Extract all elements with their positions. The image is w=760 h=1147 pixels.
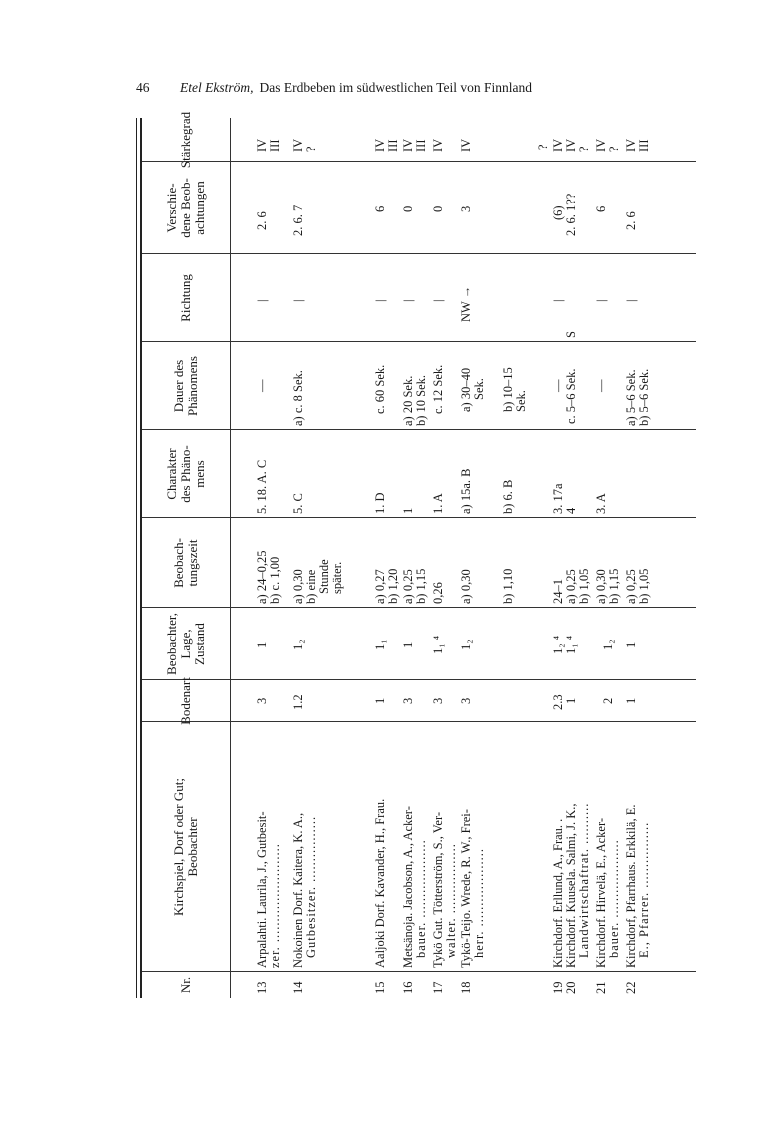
cell-time: 24–1 xyxy=(551,579,565,604)
cell-intensity: III xyxy=(386,139,400,152)
cell-soil: 3 xyxy=(431,697,445,704)
cell-intensity: III xyxy=(414,139,428,152)
cell-duration: c. 60 Sek. xyxy=(373,364,387,414)
cell-duration: — xyxy=(551,379,565,392)
cell-time: b) 1,05 xyxy=(637,568,651,604)
cell-time: a) 0,25 xyxy=(564,569,578,604)
cell-soil: 1 xyxy=(564,697,578,704)
cell-duration: Sek. xyxy=(514,390,528,412)
cell-soil: 1 xyxy=(624,697,638,704)
cell-soil: 3 xyxy=(459,697,473,704)
cell-place: Kirchdorf, Pfarrhaus. Erkkilä, E. xyxy=(624,804,638,968)
cell-duration: Sek. xyxy=(472,378,486,400)
cell-time: a) 24–0,25 xyxy=(255,550,269,604)
cell-character: 5. 18. A. C xyxy=(255,459,269,514)
cell-place: walter. ................. xyxy=(444,843,458,958)
cell-observer: 1₂ xyxy=(601,639,615,650)
cell-direction: | xyxy=(431,299,445,302)
cell-place: bauer. ................... xyxy=(414,839,428,958)
cell-time: a) 0,30 xyxy=(459,569,473,604)
article-title: Das Erdbeben im südwestlichen Teil von Finnland xyxy=(259,80,533,95)
cell-intensity: IV xyxy=(551,138,565,152)
cell-duration: b) 10–15 xyxy=(501,367,515,412)
cell-intensity: IV xyxy=(255,138,269,152)
header-rule xyxy=(230,118,231,998)
cell-intensity: III xyxy=(268,139,282,152)
cell-character: 3. 17a xyxy=(551,483,565,514)
cell-duration: a) c. 8 Sek. xyxy=(291,370,305,426)
header-observer: Beobachter, Lage, Zustand xyxy=(164,613,207,675)
cell-intensity: IV xyxy=(431,138,445,152)
cell-intensity: III xyxy=(637,139,651,152)
cell-time: b) eine xyxy=(304,569,318,604)
cell-various: 6 xyxy=(373,205,387,212)
cell-time: b) 1,15 xyxy=(607,568,621,604)
cell-observer: 1₁ ⁴ xyxy=(564,635,578,654)
cell-place: bauer. ................... xyxy=(607,839,621,958)
cell-nr: 16 xyxy=(401,981,415,994)
cell-duration: — xyxy=(594,379,608,392)
observation-table xyxy=(142,111,696,998)
cell-duration: b) 10 Sek. xyxy=(414,374,428,426)
cell-nr: 19 xyxy=(551,981,565,994)
cell-time: b) c. 1,00 xyxy=(268,556,282,604)
cell-observer: 1 xyxy=(255,641,269,648)
page-header xyxy=(136,80,652,100)
cell-time: 0,26 xyxy=(431,582,445,604)
cell-intensity: IV xyxy=(291,138,305,152)
rotated-table xyxy=(142,111,696,998)
cell-duration: — xyxy=(255,379,269,392)
cell-soil: 1.2 xyxy=(291,694,305,710)
cell-various: 0 xyxy=(401,205,415,212)
cell-intensity: ? xyxy=(607,146,621,152)
header-place: Kirchspiel, Dorf oder Gut; Beobachter xyxy=(171,778,200,916)
cell-place: Nokoinen Dorf. Kaitera, K. A., xyxy=(291,812,305,968)
cell-intensity: ? xyxy=(536,144,550,150)
header-direction: Richtung xyxy=(178,274,193,322)
cell-time: b) 1,05 xyxy=(577,568,591,604)
cell-time: a) 0,25 xyxy=(401,569,415,604)
cell-intensity: IV xyxy=(373,138,387,152)
cell-observer: 1₂ ⁴ xyxy=(551,635,565,654)
cell-character: b) 6. B xyxy=(501,479,515,514)
cell-place: E., Pfarrer. ................ xyxy=(637,821,651,958)
cell-time: b) 1,15 xyxy=(414,568,428,604)
header-various: Verschie- dene Beob- achtungen xyxy=(164,178,207,238)
cell-place: zer. ........................ xyxy=(268,843,282,968)
cell-character: 3. A xyxy=(594,493,608,514)
cell-direction: | xyxy=(373,299,387,302)
cell-place: Kirchdorf. Erllund, A., Frau. . xyxy=(551,818,565,968)
cell-various: 2. 6 xyxy=(255,211,269,230)
cell-nr: 21 xyxy=(594,981,608,994)
cell-nr: 18 xyxy=(459,981,473,994)
cell-direction: | xyxy=(291,299,305,302)
cell-place: Arpalahti. Laurila, J., Gutbesit- xyxy=(255,811,269,968)
cell-time: b) 1,20 xyxy=(386,568,400,604)
cell-various: 0 xyxy=(431,205,445,212)
cell-character: 1. A xyxy=(431,493,445,514)
cell-direction: | xyxy=(594,299,608,302)
cell-character: 5. C xyxy=(291,493,305,514)
cell-soil: 2.3 xyxy=(551,694,565,710)
cell-intensity: ? xyxy=(577,146,591,152)
cell-direction: | xyxy=(401,299,415,302)
cell-observer: 1 xyxy=(401,641,415,648)
cell-duration: b) 5–6 Sek. xyxy=(637,368,651,426)
cell-character: a) 15a. B xyxy=(459,468,473,514)
header-duration: Dauer des Phänomens xyxy=(171,356,200,416)
cell-place: Metsänoja. Jacobson, A., Acker- xyxy=(401,806,415,968)
cell-soil: 3 xyxy=(401,697,415,704)
cell-observer: 1₂ xyxy=(459,639,473,650)
cell-direction: NW → xyxy=(459,285,473,322)
cell-place: Kirchdorf. Kuusela. Salmi, J. K., xyxy=(564,803,578,968)
cell-time: Stunde xyxy=(317,559,331,594)
cell-various: 2. 6. 1?? xyxy=(564,193,578,236)
cell-nr: 14 xyxy=(291,981,305,994)
cell-direction: | xyxy=(551,299,565,302)
cell-time: a) 0,27 xyxy=(373,569,387,604)
cell-duration: a) 20 Sek. xyxy=(401,375,415,426)
cell-place: Landwirtschaftrat. .......... xyxy=(577,802,591,958)
cell-direction: S xyxy=(564,331,578,338)
cell-time: b) 1,10 xyxy=(501,568,515,604)
cell-various: (6) xyxy=(551,205,565,220)
cell-direction: | xyxy=(624,299,638,302)
cell-duration: a) 30–40 xyxy=(459,367,473,412)
cell-various: 2. 6. 7 xyxy=(291,204,305,236)
cell-intensity: IV xyxy=(594,138,608,152)
header-time: Beobach- tungszeit xyxy=(171,538,200,588)
cell-intensity: ? xyxy=(304,146,318,152)
table-frame-line xyxy=(136,118,137,998)
cell-soil: 1 xyxy=(373,697,387,704)
cell-place: Kirchdorf. Hirvelä, E., Acker- xyxy=(594,817,608,968)
cell-nr: 13 xyxy=(255,981,269,994)
cell-time: a) 0,25 xyxy=(624,569,638,604)
cell-various: 6 xyxy=(594,205,608,212)
cell-observer: 1₂ xyxy=(291,639,305,650)
header-character: Charakter des Phäno- mens xyxy=(164,445,207,503)
cell-duration: c. 12 Sek. xyxy=(431,364,445,414)
cell-nr: 20 xyxy=(564,981,578,994)
header-intensity: Stärkegrad xyxy=(178,111,193,169)
cell-intensity: IV xyxy=(564,138,578,152)
cell-soil: 2 xyxy=(601,697,615,704)
author-name: Etel Ekström, xyxy=(180,80,254,95)
cell-intensity: IV xyxy=(401,138,415,152)
cell-nr: 17 xyxy=(431,981,445,994)
cell-observer: 1₁ ⁴ xyxy=(431,635,445,654)
header-soil: Bodenart xyxy=(178,677,193,725)
cell-time: a) 0,30 xyxy=(291,569,305,604)
cell-place: herr. ................... xyxy=(472,847,486,958)
cell-intensity: IV xyxy=(624,138,638,152)
cell-character: 1 xyxy=(401,507,415,514)
cell-place: Tykö Gut. Tötterström, S., Ver- xyxy=(431,811,445,968)
page-number: 46 xyxy=(136,80,150,95)
cell-character: 1. D xyxy=(373,492,387,514)
cell-time: später. xyxy=(330,561,344,594)
header-nr: Nr. xyxy=(178,976,193,994)
cell-observer: 1₁ xyxy=(373,639,387,650)
cell-nr: 22 xyxy=(624,981,638,994)
cell-intensity: IV xyxy=(459,138,473,152)
cell-place: Tykö-Teijo. Wrede, R. W., Frei- xyxy=(459,809,473,968)
cell-soil: 3 xyxy=(255,697,269,704)
cell-duration: c. 5–6 Sek. xyxy=(564,368,578,424)
cell-duration: a) 5–6 Sek. xyxy=(624,369,638,426)
cell-place: Gutbesitzer. ................ xyxy=(304,815,318,958)
cell-observer: 1 xyxy=(624,641,638,648)
cell-character: 4 xyxy=(564,507,578,514)
cell-various: 3 xyxy=(459,205,473,212)
cell-nr: 15 xyxy=(373,981,387,994)
cell-place: Aaljoki Dorf. Kavander, H., Frau. xyxy=(373,798,387,968)
cell-time: a) 0,30 xyxy=(594,569,608,604)
cell-direction: | xyxy=(255,299,269,302)
cell-various: 2. 6 xyxy=(624,211,638,230)
